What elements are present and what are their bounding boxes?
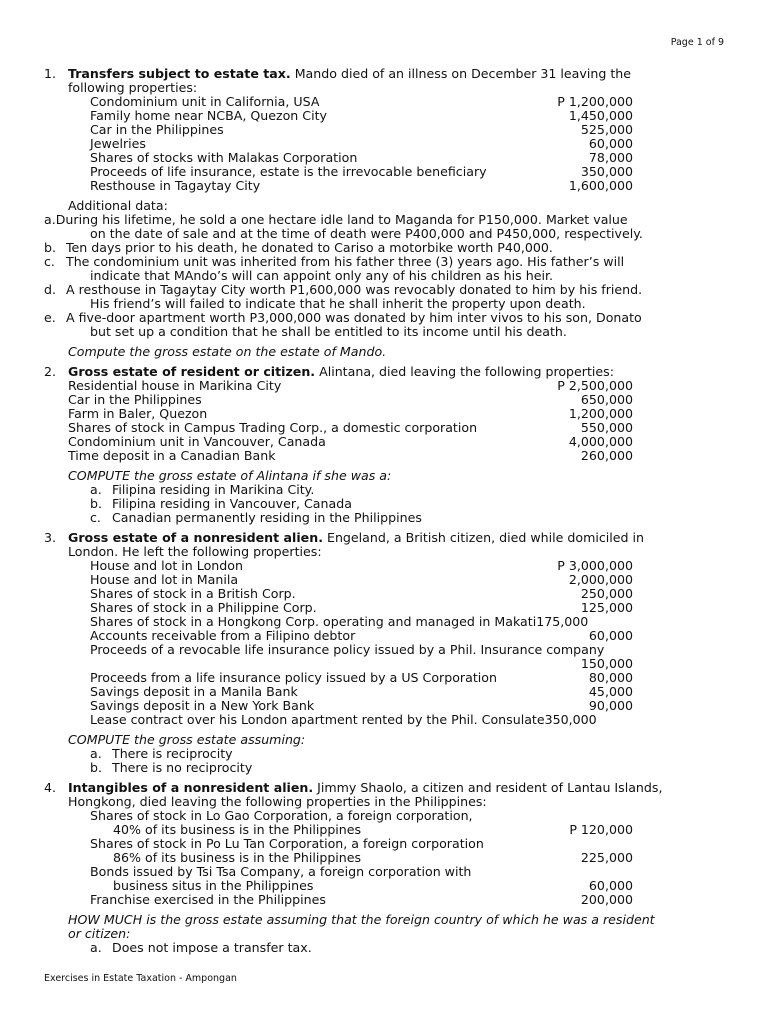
property-row: Shares of stock in Po Lu Tan Corporation, a foreign corporation bbox=[90, 836, 484, 851]
property-row: Shares of stock in Lo Gao Corporation, a foreign corporation, bbox=[90, 808, 473, 823]
property-row: Lease contract over his London apartment rented by the Phil. Consulate350,000 bbox=[90, 712, 597, 727]
property-row: Franchise exercised in the Philippines 200,000 bbox=[90, 892, 633, 907]
question-instruction: Compute the gross estate on the estate of Mando. bbox=[68, 344, 387, 359]
question-title: Intangibles of a nonresident alien. bbox=[68, 780, 314, 795]
property-row: Shares of stock in a Hongkong Corp. operating and managed in Makati175,000 bbox=[90, 614, 589, 629]
option-item: a. Does not impose a transfer tax. bbox=[90, 940, 312, 955]
question-instruction: HOW MUCH is the gross estate assuming that the foreign country of which he was a resident bbox=[68, 912, 655, 927]
question-number: 3. bbox=[44, 530, 57, 545]
property-row: Proceeds of a revocable life insurance policy issued by a Phil. Insurance company bbox=[90, 642, 605, 657]
question-intro: Gross estate of a nonresident alien. Engeland, a British citizen, died while domiciled in bbox=[68, 530, 644, 545]
property-row: Shares of stocks with Malakas Corporation 78,000 bbox=[90, 150, 633, 165]
property-row: Proceeds of life insurance, estate is the irrevocable beneficiary 350,000 bbox=[90, 164, 633, 179]
option-item: a. Filipina residing in Marikina City. bbox=[90, 482, 315, 497]
question-3: 3. Gross estate of a nonresident alien. Engeland, a British citizen, died while domiciled in London. He left the following properties: House and lot in London P 3,000,000 House and lot in Manila 2,000,000 Shares of stock in a British Corp. 250,000 Shares of stock in a Philippine Corp. 125,000 Shares of stock in a Hongkong Corp. operating and managed in Makati175,000 Accounts receivable from a Filipino debtor 60,000 Proceeds of a revocable life insurance policy issued by a Phil. Insurance company 150,000 Proceeds from a life insurance policy issued by a US Corporation 80,000 Savings deposit in a Manila Bank 45,000 Savings deposit in a New York Bank 90,000 Lease contract over his London apartment rented by the Phil. Consulate350,000 COMPUTE the gross estate assuming: a. There is reciprocity b. There is no reciprocity bbox=[44, 531, 734, 775]
additional-item: a.During his lifetime, he sold a one hectare idle land to Maganda for P150,000. Market value on the date of sale and at the time of death were P400,000 and P450,000, respectively. bbox=[44, 212, 643, 241]
property-row: Family home near NCBA, Quezon City 1,450,000 bbox=[90, 108, 633, 123]
question-title: Gross estate of a nonresident alien. bbox=[68, 530, 323, 545]
page-number: Page 1 of 9 bbox=[670, 37, 724, 48]
property-row: Condominium unit in Vancouver, Canada 4,000,000 bbox=[68, 434, 633, 449]
question-4: 4. Intangibles of a nonresident alien. Jimmy Shaolo, a citizen and resident of Lantau Islands, Hongkong, died leaving the following properties in the Philippines: Shares of stock in Lo Gao Corporation, a foreign corporation, 40% of its business is in the Philippines P 120,000 Shares of stock in Po Lu Tan Corporation, a foreign corporation 86% of its business is in the Philippines 225,000 Bonds issued by Tsi Tsa Company, a foreign corporation with business situs in the Philippines 60,000 Franchise exercised in the Philippines 200,000 HOW MUCH is the gross estate assuming that the foreign country of which he was a resident or citizen: a. Does not impose a transfer tax. bbox=[44, 781, 734, 955]
option-item: b. Filipina residing in Vancouver, Canada bbox=[90, 496, 352, 511]
option-item: b. There is no reciprocity bbox=[90, 760, 253, 775]
property-row: House and lot in London P 3,000,000 bbox=[90, 558, 633, 573]
additional-item: d. A resthouse in Tagaytay City worth P1,600,000 was revocably donated to him by his friend. His friend’s will failed to indicate that he shall inherit the property upon death. bbox=[44, 282, 643, 311]
property-row: Shares of stock in Campus Trading Corp., a domestic corporation 550,000 bbox=[68, 420, 633, 435]
question-1: 1. Transfers subject to estate tax. Mando died of an illness on December 31 leaving the following properties: Condominium unit in California, USA P 1,200,000 Family home near NCBA, Quezon City 1,450,000 Car in the Philippines 525,000 Jewelries 60,000 Shares of stocks with Malakas Corporation 78,000 Proceeds of life insurance, estate is the irrevocable beneficiary 350,000 Resthouse in Tagaytay City 1,600,000 Additional data: a.During his lifetime, he sold a one hectare idle land to Maganda for P150,000. Market value on the date of sale and at the time of death were P400,000 and P450,000, respectively. b. Ten days prior to his death, he donated to Cariso a motorbike worth P40,000. c. The condominium unit was inherited from his father three (3) years ago. His father’s will indicate that MAndo’s will can appoint only any of his children as his heir. d. A resthouse in Tagaytay City worth P1,600,000 was revocably donated to him by his friend. His friend’s will failed to indicate that he shall inherit the property upon death. e. A five-door apartment worth P3,000,000 was donated by him inter vivos to his son, Donato but set up a condition that he shall be entitled to its income until his death. Compute the gross estate on the estate of Mando. bbox=[44, 67, 734, 359]
property-row: Savings deposit in a Manila Bank 45,000 bbox=[90, 684, 633, 699]
property-row: Bonds issued by Tsi Tsa Company, a foreign corporation with bbox=[90, 864, 472, 879]
document-content bbox=[44, 67, 734, 961]
question-2 bbox=[44, 365, 734, 525]
property-row: Savings deposit in a New York Bank 90,000 bbox=[90, 698, 633, 713]
property-row: Farm in Baler, Quezon 1,200,000 bbox=[68, 406, 633, 421]
property-row: Residential house in Marikina City P 2,500,000 bbox=[68, 378, 633, 393]
question-instruction: COMPUTE the gross estate assuming: bbox=[68, 732, 306, 747]
property-row: Shares of stock in a Philippine Corp. 125,000 bbox=[90, 600, 633, 615]
question-number: 4. bbox=[44, 780, 57, 795]
question-intro: Intangibles of a nonresident alien. Jimmy Shaolo, a citizen and resident of Lantau Islands, bbox=[68, 780, 663, 795]
property-row-value: 150,000 bbox=[580, 656, 633, 671]
question-number: 2. bbox=[44, 364, 57, 379]
question-title: Gross estate of resident or citizen. bbox=[68, 364, 316, 379]
property-row: business situs in the Philippines 60,000 bbox=[113, 878, 633, 893]
page-footer: Exercises in Estate Taxation - Ampongan bbox=[44, 973, 237, 984]
additional-item: e. A five-door apartment worth P3,000,000 was donated by him inter vivos to his son, Donato but set up a condition that he shall be entitled to its income until his death. bbox=[44, 310, 642, 339]
property-row: 86% of its business is in the Philippines 225,000 bbox=[113, 850, 633, 865]
question-title: Transfers subject to estate tax. bbox=[68, 66, 291, 81]
additional-item: b. Ten days prior to his death, he donated to Cariso a motorbike worth P40,000. bbox=[44, 240, 553, 255]
property-row: Proceeds from a life insurance policy issued by a US Corporation 80,000 bbox=[90, 670, 633, 685]
property-row: Jewelries 60,000 bbox=[90, 136, 633, 151]
property-row: Car in the Philippines 525,000 bbox=[90, 122, 633, 137]
additional-item: c. The condominium unit was inherited from his father three (3) years ago. His father’s will indicate that MAndo’s will can appoint only any of his children as his heir. bbox=[44, 254, 625, 283]
question-intro: Gross estate of resident or citizen. Alintana, died leaving the following properties: bbox=[68, 364, 614, 379]
question-instruction: COMPUTE the gross estate of Alintana if she was a: bbox=[68, 468, 392, 483]
question-intro: Transfers subject to estate tax. Mando died of an illness on December 31 leaving the bbox=[68, 66, 631, 81]
property-row: 40% of its business is in the Philippines P 120,000 bbox=[113, 822, 633, 837]
option-item: c. Canadian permanently residing in the Philippines bbox=[90, 510, 422, 525]
property-row: Time deposit in a Canadian Bank 260,000 bbox=[68, 448, 633, 463]
property-row: Condominium unit in California, USA P 1,200,000 bbox=[90, 94, 633, 109]
property-row: Resthouse in Tagaytay City 1,600,000 bbox=[90, 178, 633, 193]
option-item: a. There is reciprocity bbox=[90, 746, 233, 761]
property-row: House and lot in Manila 2,000,000 bbox=[90, 572, 633, 587]
property-row: Shares of stock in a British Corp. 250,000 bbox=[90, 586, 633, 601]
additional-data-heading: Additional data: bbox=[68, 198, 168, 213]
question-number: 1. bbox=[44, 66, 57, 81]
property-row: Accounts receivable from a Filipino debtor 60,000 bbox=[90, 628, 633, 643]
property-row: Car in the Philippines 650,000 bbox=[68, 392, 633, 407]
